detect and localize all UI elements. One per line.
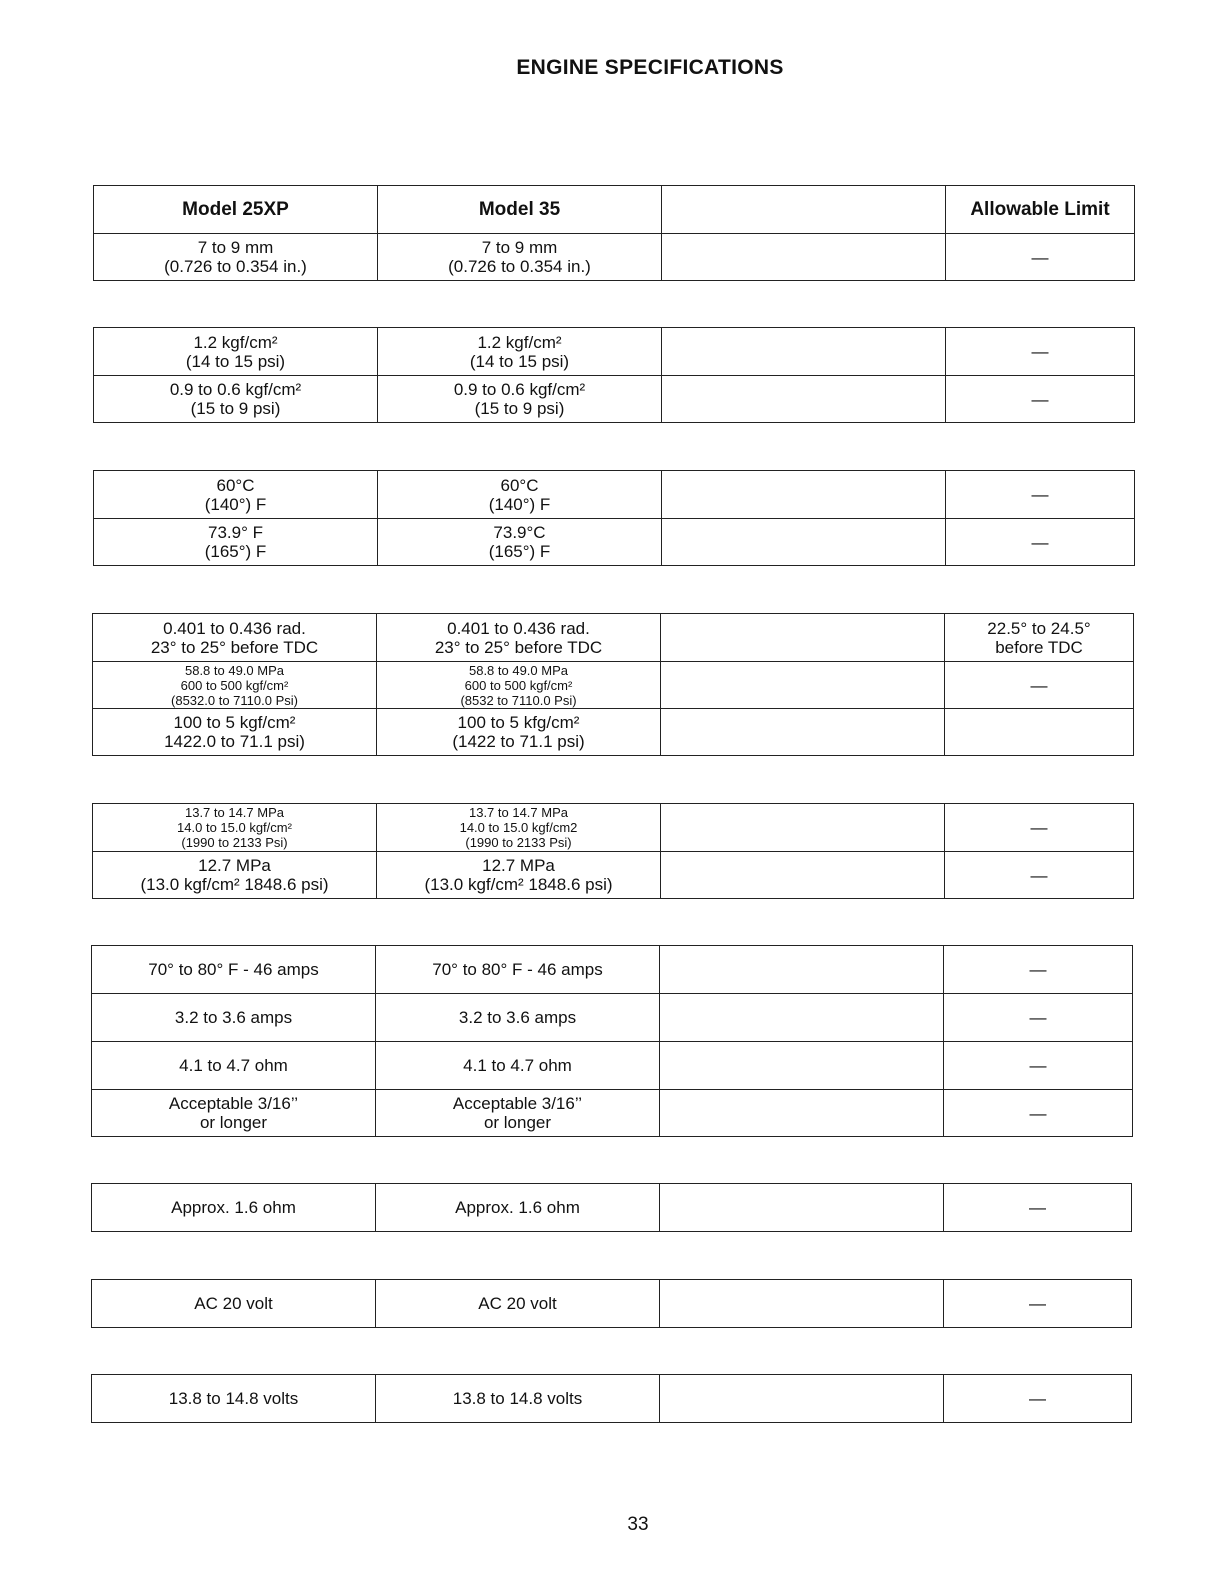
cell-model-35: 4.1 to 4.7 ohm — [376, 1042, 660, 1090]
spec-table-4 — [92, 803, 1134, 899]
header-model-35: Model 35 — [378, 186, 662, 234]
cell-model-35: 0.401 to 0.436 rad. 23° to 25° before TDC — [377, 614, 661, 662]
cell-allowable-limit: 22.5° to 24.5° before TDC — [945, 614, 1134, 662]
cell-model-35: 13.8 to 14.8 volts — [376, 1375, 660, 1423]
cell-model-35: 7 to 9 mm (0.726 to 0.354 in.) — [378, 234, 662, 281]
cell-model-25xp: 73.9° F (165°) F — [94, 519, 378, 566]
cell-allowable-limit: — — [944, 1375, 1132, 1423]
cell-model-25xp: Approx. 1.6 ohm — [92, 1184, 376, 1232]
cell-blank — [661, 852, 945, 899]
cell-model-25xp: 3.2 to 3.6 amps — [92, 994, 376, 1042]
cell-model-35: 12.7 MPa (13.0 kgf/cm² 1848.6 psi) — [377, 852, 661, 899]
cell-model-35: 3.2 to 3.6 amps — [376, 994, 660, 1042]
table-row — [92, 1042, 1133, 1090]
cell-allowable-limit: — — [944, 1280, 1132, 1328]
header-model-25xp: Model 25XP — [94, 186, 378, 234]
table-row — [92, 1184, 1132, 1232]
cell-blank — [662, 234, 946, 281]
table-row — [92, 994, 1133, 1042]
cell-allowable-limit: — — [944, 1184, 1132, 1232]
table-row — [92, 946, 1133, 994]
table-row — [94, 471, 1135, 519]
cell-model-35: 13.7 to 14.7 MPa 14.0 to 15.0 kgf/cm2 (1990 to 2133 Psi) — [377, 804, 661, 852]
cell-model-25xp: 100 to 5 kgf/cm² 1422.0 to 71.1 psi) — [93, 709, 377, 756]
cell-model-35: 73.9°C (165°) F — [378, 519, 662, 566]
cell-allowable-limit: — — [945, 852, 1134, 899]
cell-model-25xp: Acceptable 3/16’’ or longer — [92, 1090, 376, 1137]
table-row — [93, 804, 1134, 852]
table-row — [94, 328, 1135, 376]
cell-model-25xp: 0.401 to 0.436 rad. 23° to 25° before TDC — [93, 614, 377, 662]
cell-model-25xp: 70° to 80° F - 46 amps — [92, 946, 376, 994]
cell-allowable-limit: — — [944, 994, 1133, 1042]
spec-table-5 — [91, 945, 1133, 1137]
cell-model-35: 0.9 to 0.6 kgf/cm² (15 to 9 psi) — [378, 376, 662, 423]
spec-table-8 — [91, 1374, 1132, 1423]
cell-allowable-limit: — — [946, 376, 1135, 423]
cell-blank — [662, 519, 946, 566]
spec-table-3 — [92, 613, 1134, 756]
cell-model-25xp: 58.8 to 49.0 MPa 600 to 500 kgf/cm² (8532.0 to 7110.0 Psi) — [93, 662, 377, 709]
spec-table-6 — [91, 1183, 1132, 1232]
cell-blank — [660, 1375, 944, 1423]
page-title: ENGINE SPECIFICATIONS — [516, 56, 784, 79]
cell-model-25xp: AC 20 volt — [92, 1280, 376, 1328]
header-row — [94, 186, 1135, 234]
cell-allowable-limit: — — [946, 234, 1135, 281]
cell-allowable-limit: — — [944, 946, 1133, 994]
table-row — [92, 1090, 1133, 1137]
cell-blank — [660, 1042, 944, 1090]
cell-model-35: 58.8 to 49.0 MPa 600 to 500 kgf/cm² (8532 to 7110.0 Psi) — [377, 662, 661, 709]
cell-blank — [660, 994, 944, 1042]
cell-model-25xp: 1.2 kgf/cm² (14 to 15 psi) — [94, 328, 378, 376]
cell-model-35: Approx. 1.6 ohm — [376, 1184, 660, 1232]
table-row — [92, 1280, 1132, 1328]
cell-model-25xp: 4.1 to 4.7 ohm — [92, 1042, 376, 1090]
cell-allowable-limit: — — [945, 804, 1134, 852]
table-row — [93, 709, 1134, 756]
table-row — [94, 376, 1135, 423]
table-row — [93, 662, 1134, 709]
spec-table-7 — [91, 1279, 1132, 1328]
cell-model-35: 60°C (140°) F — [378, 471, 662, 519]
cell-blank — [660, 946, 944, 994]
cell-allowable-limit: — — [945, 662, 1134, 709]
cell-allowable-limit: — — [944, 1042, 1133, 1090]
table-row — [93, 614, 1134, 662]
cell-blank — [661, 614, 945, 662]
spec-table-2 — [93, 470, 1135, 566]
spec-table-0 — [93, 185, 1135, 281]
cell-model-35: 70° to 80° F - 46 amps — [376, 946, 660, 994]
page-number: 33 — [627, 1514, 649, 1535]
cell-model-35: Acceptable 3/16’’ or longer — [376, 1090, 660, 1137]
cell-model-25xp: 13.8 to 14.8 volts — [92, 1375, 376, 1423]
cell-model-35: 1.2 kgf/cm² (14 to 15 psi) — [378, 328, 662, 376]
cell-blank — [661, 709, 945, 756]
cell-allowable-limit: — — [946, 471, 1135, 519]
cell-allowable-limit: — — [946, 519, 1135, 566]
cell-model-25xp: 7 to 9 mm (0.726 to 0.354 in.) — [94, 234, 378, 281]
cell-allowable-limit: — — [946, 328, 1135, 376]
cell-blank — [662, 376, 946, 423]
table-row — [94, 519, 1135, 566]
cell-model-25xp: 12.7 MPa (13.0 kgf/cm² 1848.6 psi) — [93, 852, 377, 899]
table-row — [92, 1375, 1132, 1423]
header-blank — [662, 186, 946, 234]
table-row — [93, 852, 1134, 899]
cell-model-25xp: 13.7 to 14.7 MPa 14.0 to 15.0 kgf/cm² (1990 to 2133 Psi) — [93, 804, 377, 852]
cell-blank — [660, 1090, 944, 1137]
table-row — [94, 234, 1135, 281]
cell-allowable-limit: — — [944, 1090, 1133, 1137]
cell-blank — [661, 662, 945, 709]
cell-blank — [661, 804, 945, 852]
cell-blank — [660, 1280, 944, 1328]
cell-blank — [662, 328, 946, 376]
cell-allowable-limit — [945, 709, 1134, 756]
cell-blank — [660, 1184, 944, 1232]
spec-table-1 — [93, 327, 1135, 423]
cell-model-25xp: 60°C (140°) F — [94, 471, 378, 519]
cell-blank — [662, 471, 946, 519]
cell-model-25xp: 0.9 to 0.6 kgf/cm² (15 to 9 psi) — [94, 376, 378, 423]
cell-model-35: 100 to 5 kfg/cm² (1422 to 71.1 psi) — [377, 709, 661, 756]
header-allowable-limit: Allowable Limit — [946, 186, 1135, 234]
cell-model-35: AC 20 volt — [376, 1280, 660, 1328]
